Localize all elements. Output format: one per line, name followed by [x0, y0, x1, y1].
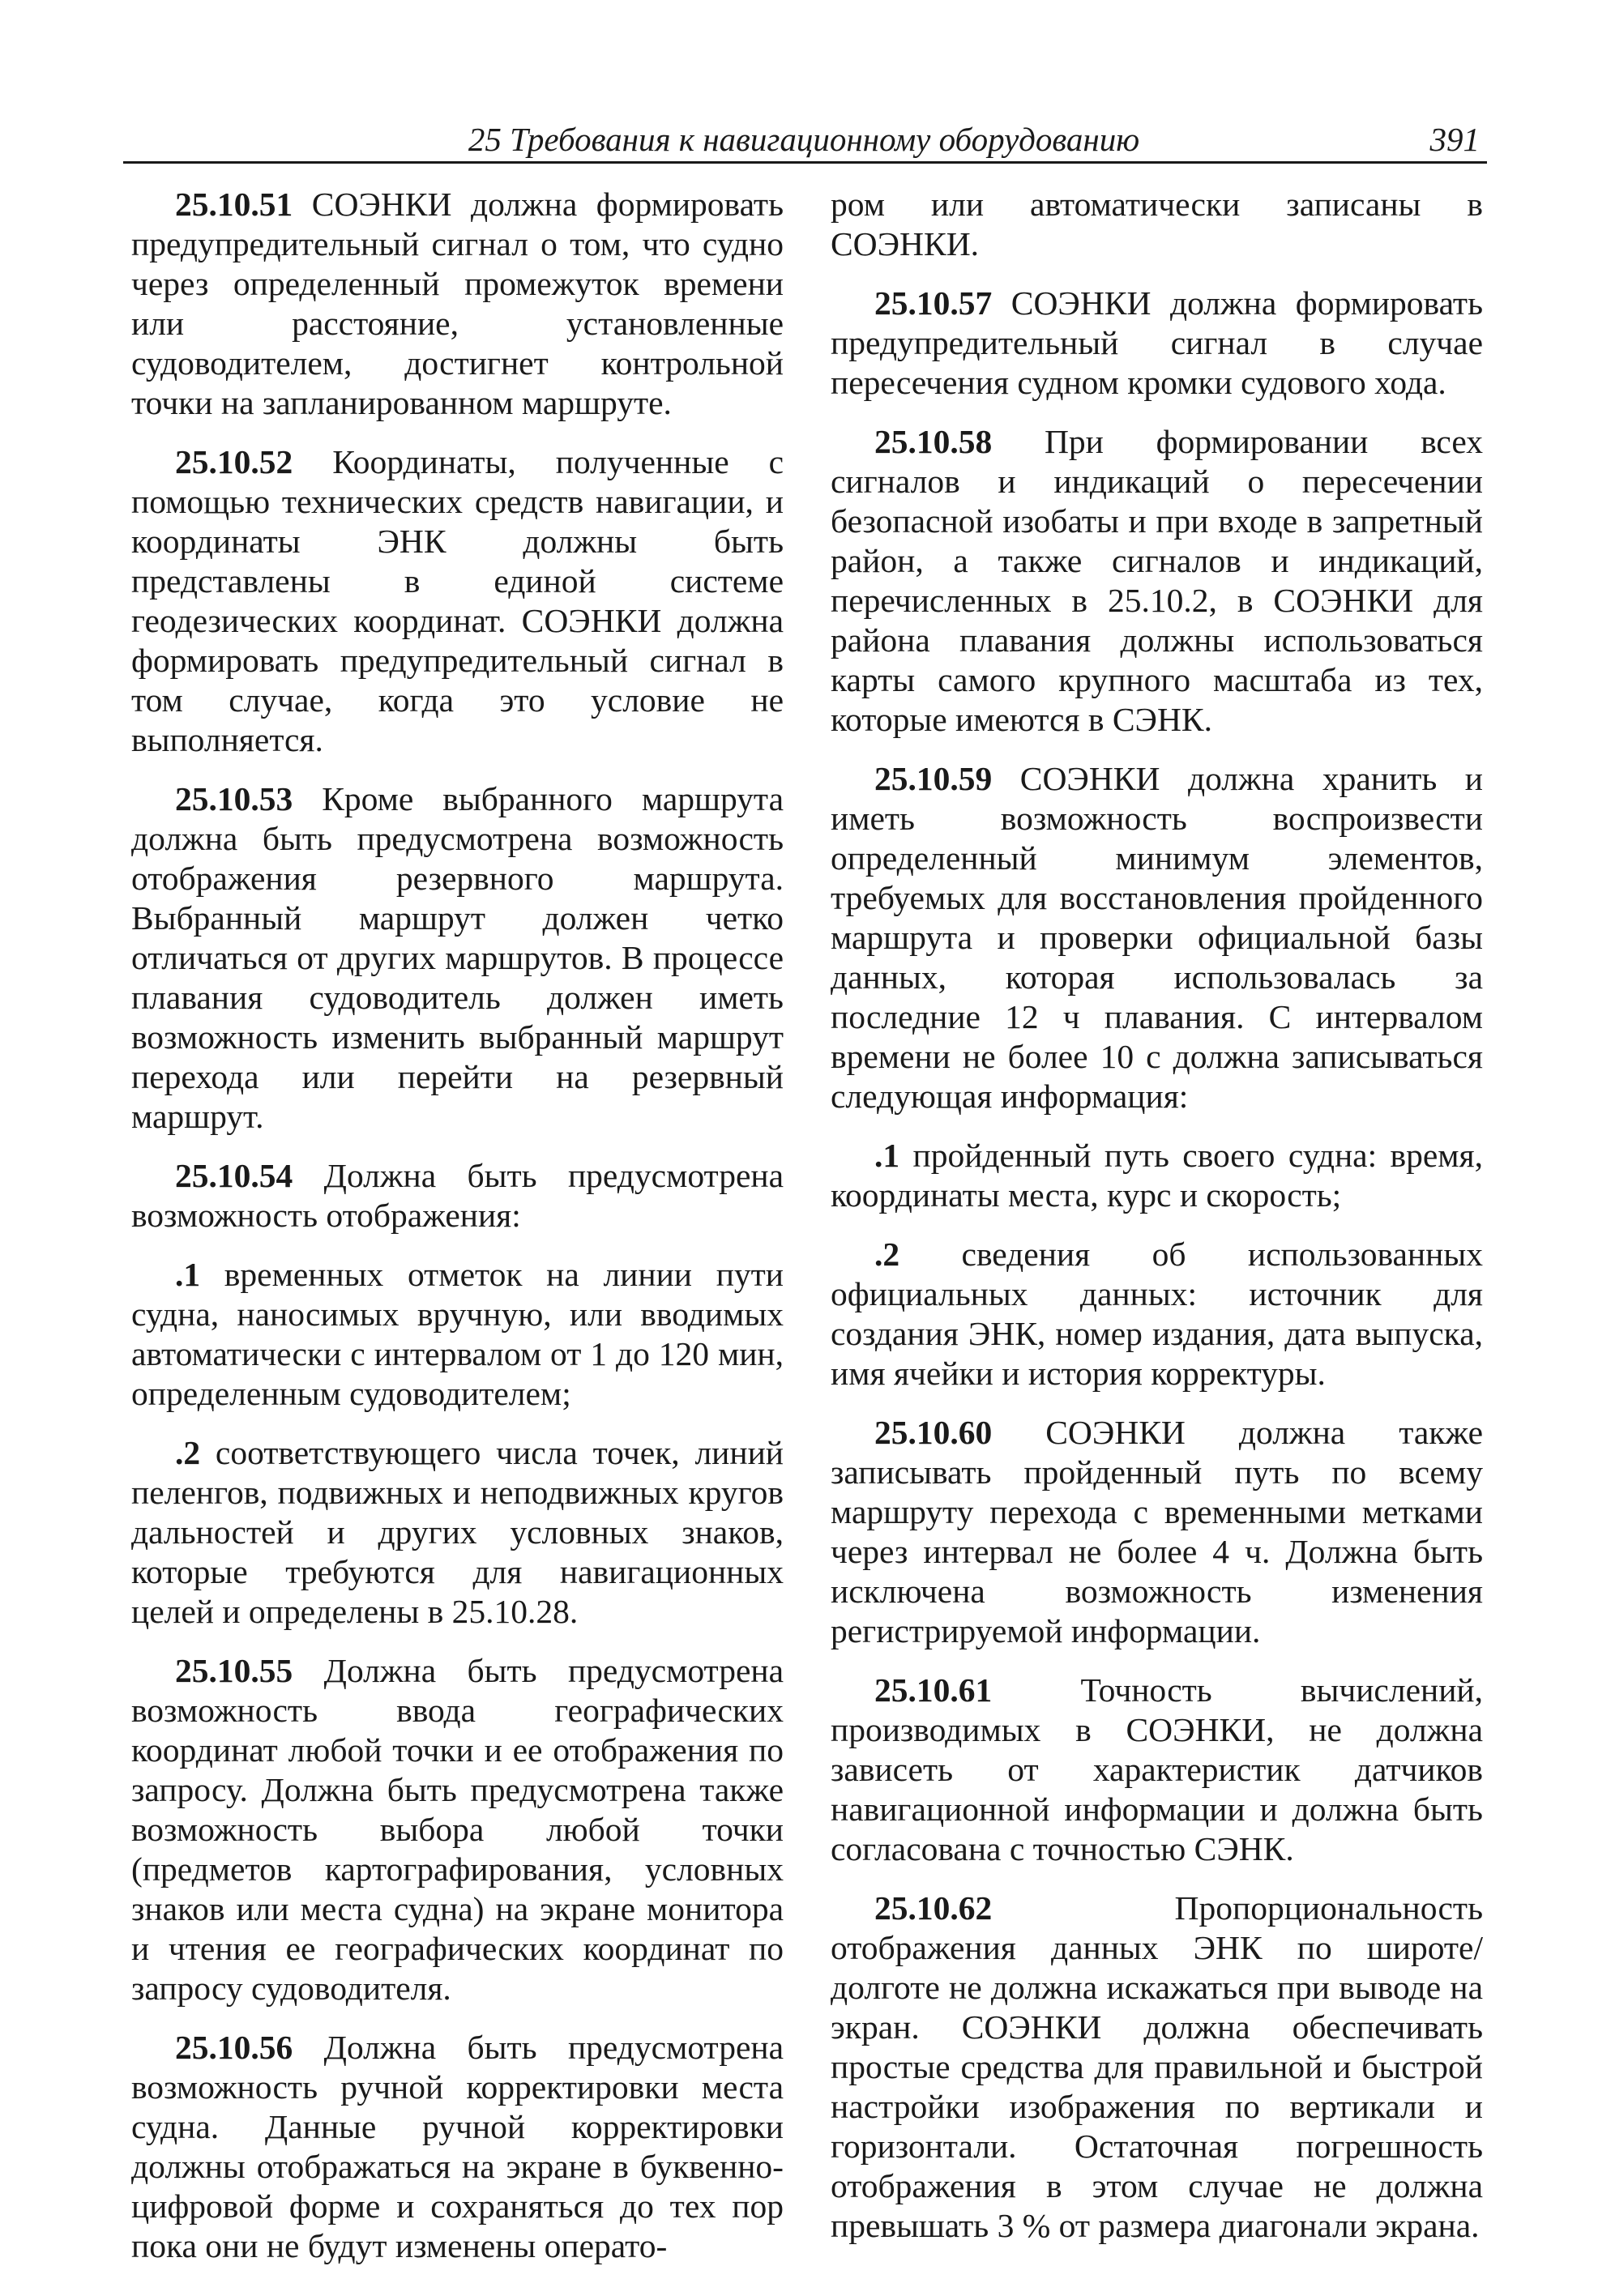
clause-text: Должна быть предусмотрена возможность ввода географических координат любой точки и ее отображения по запросу. Должна быть предусмотрена также возможность выбора любой точки (предметов картографирования, условных знаков или места судна) на экране монитора и чтения ее географических координат по запросу судоводителя. — [131, 1652, 784, 2007]
clause-number: 25.10.58 — [874, 423, 993, 460]
clause-25-10-61 — [831, 1671, 1483, 1869]
subclause-text: временных отметок на линии пути судна, наносимых вручную, или вводимых автоматически с интервалом от 1 до 120 мин, определенным судоводителем; — [131, 1256, 784, 1412]
subclause-number: .2 — [175, 1434, 201, 1471]
clause-number: 25.10.62 — [874, 1889, 993, 1927]
chapter-title: 25 Требования к навигационному оборудованию — [468, 121, 1140, 158]
subclause-25-10-59-1 — [831, 1136, 1483, 1215]
clause-25-10-53 — [131, 779, 784, 1137]
clause-text: Точность вычислений, производимых в СОЭНКИ, не должна зависеть от характеристик датчиков навигационной информации и должна быть согласована с точностью СЭНК. — [831, 1671, 1483, 1867]
page-number: 391 — [1429, 121, 1480, 158]
clause-number: 25.10.60 — [874, 1414, 993, 1451]
clause-text: Пропорциональность отображения данных ЭНК по широте/долготе не должна искажаться при выводе на экран. СОЭНКИ должна обеспечивать простые средства для правильной и быстрой настройки изображения по вертикали и горизонтали. Остаточная погрешность отображения в этом случае не должна превышать 3 % от размера диагонали экрана. — [831, 1889, 1483, 2244]
clause-text: Должна быть предусмотрена возможность отображения: — [131, 1157, 784, 1234]
clause-25-10-51 — [131, 185, 784, 423]
clause-number: 25.10.59 — [874, 760, 993, 797]
clause-text: При формировании всех сигналов и индикаций о пересечении безопасной изобаты и при входе в запретный район, а также сигналов и индикаций, перечисленных в 25.10.2, в СОЭНКИ для района плавания должны использоваться карты самого крупного масштаба из тех, которые имеются в СЭНК. — [831, 423, 1483, 738]
clause-text: Координаты, полученные с помощью технических средств навигации, и координаты ЭНК должны быть представлены в единой системе геодезических координат. СОЭНКИ должна формировать предупредительный сигнал в том случае, когда это условие не выполняется. — [131, 443, 784, 758]
right-column — [831, 185, 1483, 2265]
clause-text: СОЭНКИ должна формировать предупредительный сигнал о том, что судно через определенный промежуток времени или расстояние, установленные судоводителем, достигнет контрольной точки на запланированном маршруте. — [131, 186, 784, 421]
clause-number: 25.10.53 — [175, 780, 293, 817]
left-column — [131, 185, 784, 2285]
clause-25-10-56 — [131, 2028, 784, 2266]
clause-25-10-59 — [831, 759, 1483, 1116]
clause-number: 25.10.54 — [175, 1157, 293, 1194]
clause-text: СОЭНКИ должна формировать предупредительный сигнал в случае пересечения судном кромки судового хода. — [831, 284, 1483, 401]
subclause-25-10-54-1 — [131, 1255, 784, 1414]
subclause-text: сведения об использованных официальных данных: источник для создания ЭНК, номер издания, дата выпуска, имя ячейки и история корректуры. — [831, 1235, 1483, 1392]
clause-number: 25.10.51 — [175, 186, 293, 223]
subclause-text: пройденный путь своего судна: время, координаты места, курс и скорость; — [831, 1137, 1483, 1214]
subclause-text: соответствующего числа точек, линий пеленгов, подвижных и неподвижных кругов дальностей и других условных знаков, которые требуются для навигационных целей и определены в 25.10.28. — [131, 1434, 784, 1630]
clause-number: 25.10.57 — [874, 284, 993, 322]
header-divider — [123, 161, 1487, 164]
subclause-number: .1 — [175, 1256, 201, 1293]
clause-25-10-58 — [831, 422, 1483, 740]
clause-text: СОЭНКИ должна хранить и иметь возможность воспроизвести определенный минимум элементов, требуемых для восстановления пройденного маршрута и проверки официальной базы данных, которая использовалась за последние 12 ч плавания. С интервалом времени не более 10 с должна записываться следующая информация: — [831, 760, 1483, 1115]
clause-25-10-57 — [831, 284, 1483, 403]
clause-25-10-54 — [131, 1156, 784, 1235]
clause-number: 25.10.61 — [874, 1671, 993, 1709]
clause-25-10-60 — [831, 1413, 1483, 1651]
clause-text: Должна быть предусмотрена возможность ручной корректировки места судна. Данные ручной корректировки должны отображаться на экране в буквенно-цифровой форме и сохраняться до тех пор пока они не будут изменены операто- — [131, 2029, 784, 2264]
subclause-25-10-59-2 — [831, 1235, 1483, 1393]
clause-number: 25.10.52 — [175, 443, 293, 480]
subclause-number: .2 — [874, 1235, 900, 1273]
clause-number: 25.10.56 — [175, 2029, 293, 2066]
clause-25-10-56-continued: ром или автоматически записаны в СОЭНКИ. — [831, 186, 1483, 262]
clause-number: 25.10.55 — [175, 1652, 293, 1689]
clause-25-10-52 — [131, 442, 784, 760]
clause-text: СОЭНКИ должна также записывать пройденный путь по всему маршруту перехода с временными метками через интервал не более 4 ч. Должна быть исключена возможность изменения регистрируемой информации. — [831, 1414, 1483, 1649]
subclause-number: .1 — [874, 1137, 900, 1174]
clause-25-10-55 — [131, 1651, 784, 2008]
clause-text: Кроме выбранного маршрута должна быть предусмотрена возможность отображения резервного маршрута. Выбранный маршрут должен четко отличаться от других маршрутов. В процессе плавания судоводитель должен иметь возможность изменить выбранный маршрут перехода или перейти на резервный маршрут. — [131, 780, 784, 1135]
subclause-25-10-54-2 — [131, 1433, 784, 1632]
running-header — [123, 118, 1485, 160]
clause-25-10-62 — [831, 1888, 1483, 2246]
